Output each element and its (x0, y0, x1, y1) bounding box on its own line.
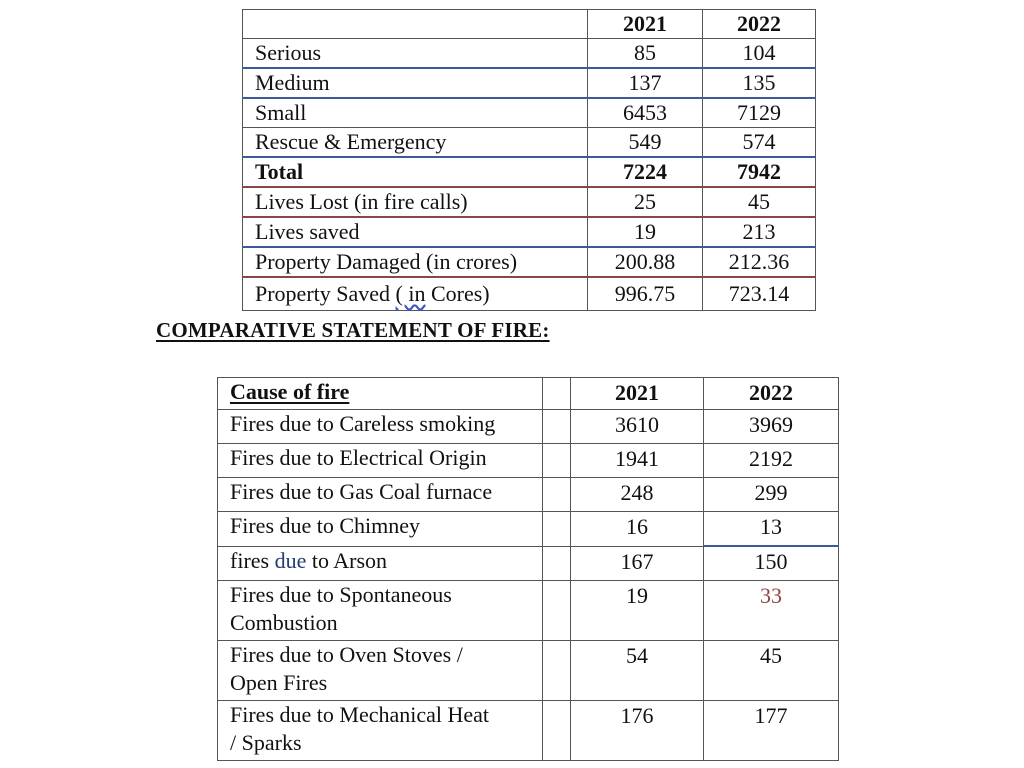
row-label-prefix: Property Saved (255, 281, 396, 306)
table-row (218, 478, 839, 512)
value-2021: 996.75 (588, 277, 703, 311)
row-label: Lives Lost (in fire calls) (243, 187, 588, 217)
table-row (218, 512, 839, 547)
value-2021: 19 (588, 217, 703, 247)
value-2021: 176 (571, 701, 704, 761)
row-label (218, 581, 543, 641)
row-label-suffix: Cores) (425, 281, 490, 306)
value-2021: 19 (571, 581, 704, 641)
table-header-row (218, 378, 839, 410)
row-label-part: to Arson (306, 547, 388, 573)
value-2022: 213 (703, 217, 816, 247)
table-row (218, 701, 839, 761)
row-label (243, 277, 588, 311)
row-label: Property Damaged (in crores) (243, 247, 588, 277)
row-label: Serious (243, 39, 588, 69)
value-2021: 3610 (571, 410, 704, 444)
row-label-part: fires (230, 547, 275, 573)
value-2021: 25 (588, 187, 703, 217)
empty-cell (543, 444, 571, 478)
empty-cell (543, 478, 571, 512)
header-cell-2022: 2022 (704, 378, 839, 410)
row-label-line: / Sparks (230, 730, 302, 755)
value-2021: 200.88 (588, 247, 703, 277)
table-row (243, 187, 816, 217)
row-label: Medium (243, 68, 588, 98)
value-2022: 33 (704, 581, 839, 641)
value-2022: 135 (703, 68, 816, 98)
value-2021: 6453 (588, 98, 703, 128)
value-2022: 212.36 (703, 247, 816, 277)
value-2022: 299 (704, 478, 839, 512)
row-label (218, 546, 543, 581)
value-2022: 13 (704, 512, 839, 547)
fire-cause-table (217, 377, 839, 761)
empty-cell (543, 581, 571, 641)
row-label: Fires due to Careless smoking (218, 410, 543, 444)
header-cell-2021: 2021 (588, 10, 703, 39)
spellcheck-marked-text: ( in (395, 281, 426, 306)
total-row (243, 157, 816, 187)
row-label (218, 641, 543, 701)
row-label-line: Open Fires (230, 670, 328, 695)
row-label-line: Fires due to Mechanical Heat (230, 702, 490, 727)
empty-cell (543, 410, 571, 444)
row-label: Total (243, 157, 588, 187)
row-label: Small (243, 98, 588, 128)
value-2021: 248 (571, 478, 704, 512)
value-2022: 45 (703, 187, 816, 217)
row-label: Lives saved (243, 217, 588, 247)
empty-cell (543, 641, 571, 701)
table-row (243, 247, 816, 277)
row-label: Fires due to Gas Coal furnace (218, 478, 543, 512)
value-2021: 1941 (571, 444, 704, 478)
incident-summary-table (242, 9, 816, 311)
value-2022: 723.14 (703, 277, 816, 311)
table-row (243, 68, 816, 98)
table-row (218, 546, 839, 581)
value-2022: 3969 (704, 410, 839, 444)
row-label (218, 701, 543, 761)
value-2022: 2192 (704, 444, 839, 478)
value-2022: 104 (703, 39, 816, 69)
value-2021: 7224 (588, 157, 703, 187)
row-label-line: Combustion (230, 610, 338, 635)
value-2021: 85 (588, 39, 703, 69)
table-row (218, 444, 839, 478)
table-row (243, 98, 816, 128)
row-label-line: Fires due to Spontaneous (230, 582, 452, 607)
header-cell-empty (243, 10, 588, 39)
empty-cell (543, 512, 571, 547)
row-label: Fires due to Chimney (218, 512, 543, 547)
header-cell-2022: 2022 (703, 10, 816, 39)
section-heading: COMPARATIVE STATEMENT OF FIRE: (156, 318, 550, 342)
row-label: Fires due to Electrical Origin (218, 444, 543, 478)
empty-cell (543, 701, 571, 761)
value-2022: 177 (704, 701, 839, 761)
table-row (243, 39, 816, 69)
row-label-line: Fires due to Oven Stoves / (230, 642, 463, 667)
empty-cell (543, 546, 571, 581)
table-row (218, 410, 839, 444)
table-row (218, 581, 839, 641)
table-header-row (243, 10, 816, 39)
value-2021: 54 (571, 641, 704, 701)
table-row (243, 277, 816, 311)
value-2021: 167 (571, 546, 704, 581)
value-2022: 7942 (703, 157, 816, 187)
value-2021: 16 (571, 512, 704, 547)
value-2022: 150 (704, 546, 839, 581)
value-2022: 45 (704, 641, 839, 701)
header-cell-cause: Cause of fire (218, 378, 543, 410)
table-row (218, 641, 839, 701)
value-2022: 574 (703, 128, 816, 158)
row-label: Rescue & Emergency (243, 128, 588, 158)
header-cell-2021: 2021 (571, 378, 704, 410)
value-2021: 549 (588, 128, 703, 158)
header-cell-empty (543, 378, 571, 410)
row-label-part: due (274, 547, 307, 573)
table-row (243, 128, 816, 158)
value-2021: 137 (588, 68, 703, 98)
table-row (243, 217, 816, 247)
value-2022: 7129 (703, 98, 816, 128)
